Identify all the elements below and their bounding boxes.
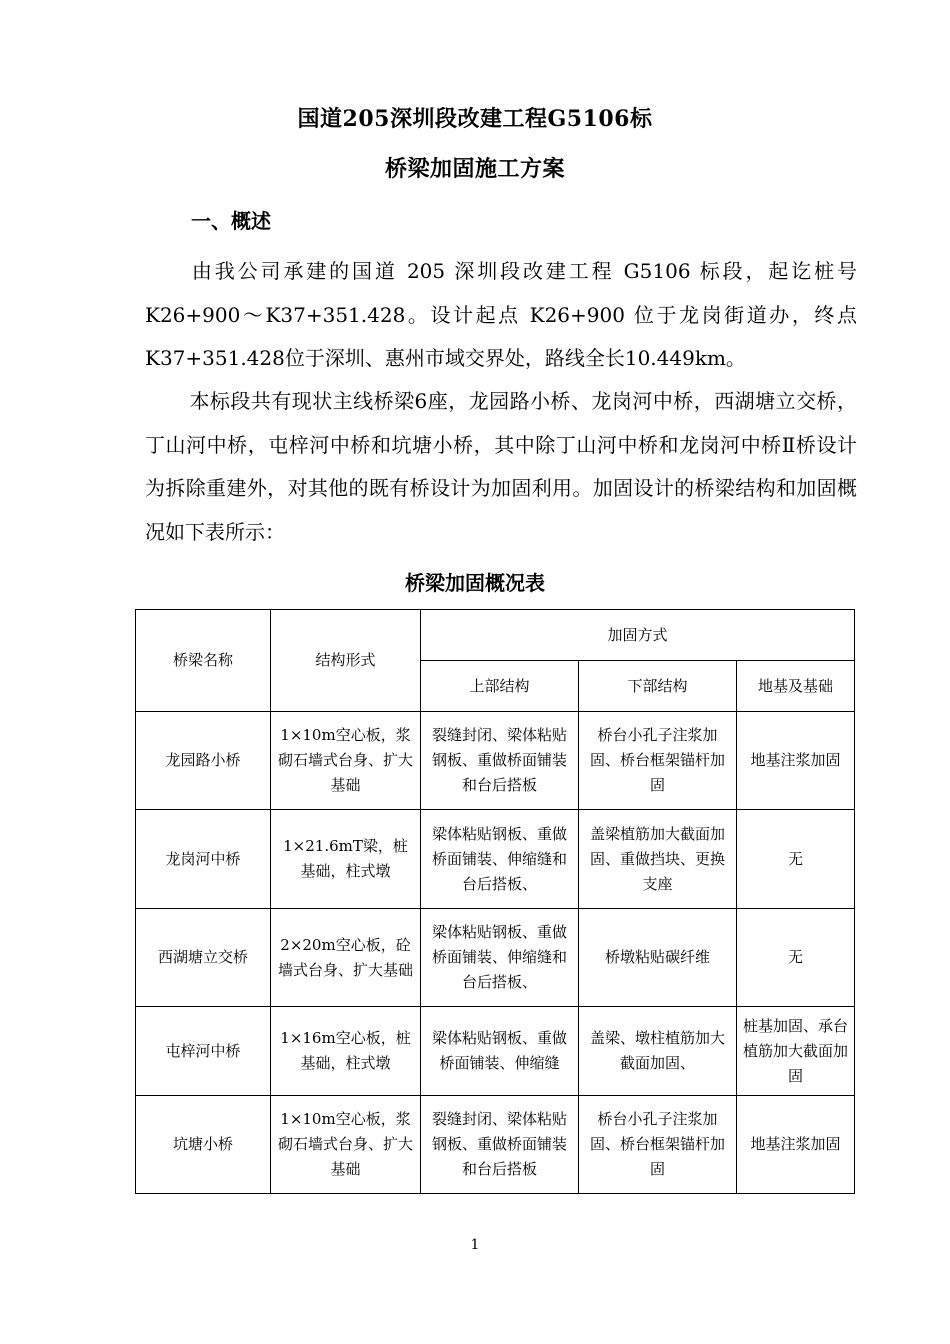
cell-structure: 1×21.6mT梁，桩基础，柱式墩 [271, 810, 421, 909]
cell-foundation: 地基注浆加固 [737, 1096, 855, 1194]
cell-structure: 1×10m空心板，浆砌石墙式台身、扩大基础 [271, 712, 421, 810]
cell-foundation: 无 [737, 810, 855, 909]
cell-structure: 1×10m空心板，浆砌石墙式台身、扩大基础 [271, 1096, 421, 1194]
table-row [136, 909, 855, 1007]
paragraph-bridges-text: 本标段共有现状主线桥梁6座，龙园路小桥、龙岗河中桥，西湖塘立交桥，丁山河中桥，屯梓河中桥和坑塘小桥，其中除丁山河中桥和龙岗河中桥Ⅱ桥设计为拆除重建外，对其他的既有桥设计为加固利用。加固设计的桥梁结构和加固概况如下表所示： [145, 389, 857, 544]
cell-upper: 梁体粘贴钢板、重做桥面铺装、伸缩缝 [421, 1007, 579, 1096]
cell-foundation: 桩基加固、承台植筋加大截面加固 [737, 1007, 855, 1096]
table-title: 桥梁加固概况表 [405, 571, 545, 595]
paragraph-overview-text: 由我公司承建的国道 205 深圳段改建工程 G5106 标段，起讫桩号K26+900～K37+351.428。设计起点 K26+900 位于龙岗街道办，终点K37+351.428位于深圳、惠州市域交界处，路线全长10.449km。 [145, 259, 857, 370]
cell-foundation: 地基注浆加固 [737, 712, 855, 810]
table-row [136, 712, 855, 810]
cell-lower: 盖梁植筋加大截面加固、重做挡块、更换支座 [579, 810, 737, 909]
cell-upper: 裂缝封闭、梁体粘贴钢板、重做桥面铺装和台后搭板 [421, 1096, 579, 1194]
document-title: 国道205深圳段改建工程G5106标 [297, 106, 653, 132]
cell-lower: 桥墩粘贴碳纤维 [579, 909, 737, 1007]
cell-bridge-name: 龙园路小桥 [136, 712, 271, 810]
table-row [136, 1007, 855, 1096]
header-upper-structure: 上部结构 [421, 661, 579, 712]
page-number: 1 [470, 1237, 480, 1253]
cell-lower: 桥台小孔子注浆加固、桥台框架锚杆加固 [579, 1096, 737, 1194]
cell-bridge-name: 龙岗河中桥 [136, 810, 271, 909]
cell-lower: 桥台小孔子注浆加固、桥台框架锚杆加固 [579, 712, 737, 810]
cell-structure: 2×20m空心板，砼墙式台身、扩大基础 [271, 909, 421, 1007]
header-structure: 结构形式 [271, 610, 421, 712]
cell-upper: 梁体粘贴钢板、重做桥面铺装、伸缩缝和台后搭板、 [421, 909, 579, 1007]
cell-upper: 裂缝封闭、梁体粘贴钢板、重做桥面铺装和台后搭板 [421, 712, 579, 810]
section-heading: 一、概述 [191, 209, 271, 233]
header-lower-structure: 下部结构 [579, 661, 737, 712]
cell-bridge-name: 西湖塘立交桥 [136, 909, 271, 1007]
header-bridge-name: 桥梁名称 [136, 610, 271, 712]
cell-foundation: 无 [737, 909, 855, 1007]
paragraph-overview [145, 250, 857, 381]
document-subtitle: 桥梁加固施工方案 [384, 156, 565, 182]
header-foundation: 地基及基础 [737, 661, 855, 712]
cell-lower: 盖梁、墩柱植筋加大截面加固、 [579, 1007, 737, 1096]
bridge-table [135, 609, 855, 1194]
cell-bridge-name: 坑塘小桥 [136, 1096, 271, 1194]
cell-upper: 梁体粘贴钢板、重做桥面铺装、伸缩缝和台后搭板、 [421, 810, 579, 909]
header-reinforcement-method: 加固方式 [421, 610, 855, 661]
table-row [136, 1096, 855, 1194]
cell-structure: 1×16m空心板，桩基础，柱式墩 [271, 1007, 421, 1096]
cell-bridge-name: 屯梓河中桥 [136, 1007, 271, 1096]
table-row [136, 810, 855, 909]
table-header-row [136, 610, 855, 661]
paragraph-bridges [145, 380, 857, 554]
